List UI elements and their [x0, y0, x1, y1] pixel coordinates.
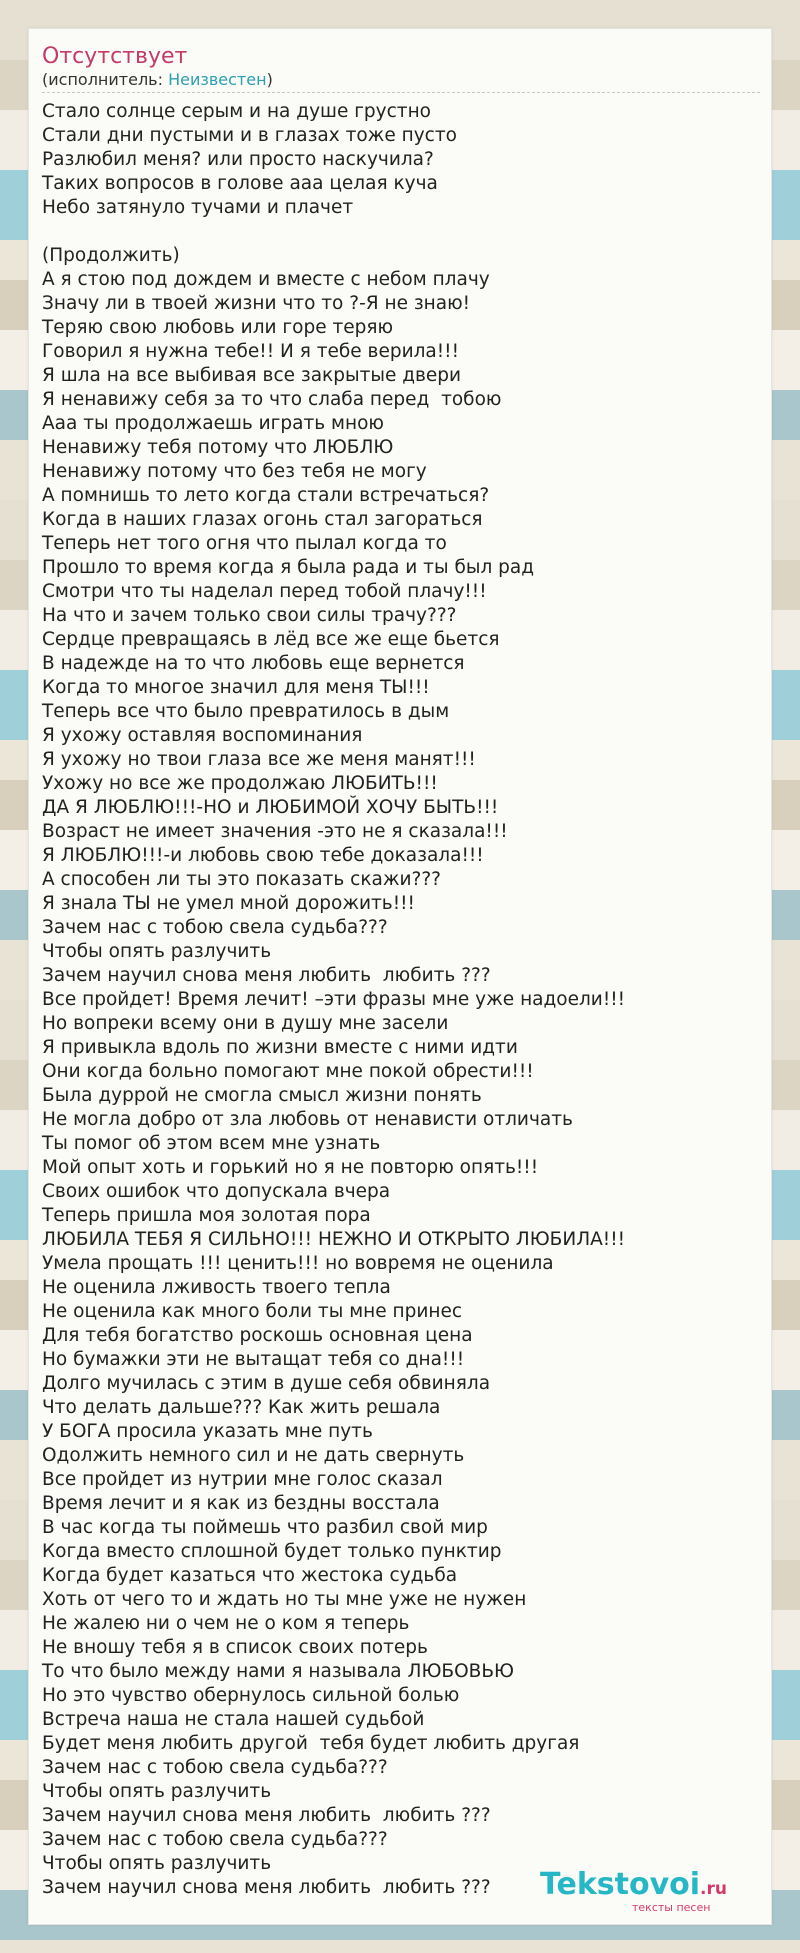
- lyric-line: Ухожу но все же продолжаю ЛЮБИТЬ!!!: [42, 773, 438, 794]
- logo-tagline: тексты песен: [632, 1901, 711, 1914]
- lyric-line: Они когда больно помогают мне покой обрести!!!: [42, 1061, 534, 1082]
- lyric-line: Не оценила как много боли ты мне принес: [42, 1301, 463, 1322]
- lyric-line: Все пройдет! Время лечит! –эти фразы мне уже надоели!!!: [42, 989, 626, 1010]
- lyric-line: Хоть от чего то и ждать но ты мне уже не нужен: [42, 1589, 527, 1610]
- lyric-line: Когда будет казаться что жестока судьба: [42, 1565, 458, 1586]
- artist-line: [42, 70, 760, 93]
- logo-tld: .ru: [700, 1879, 727, 1899]
- lyric-line: Разлюбил меня? или просто наскучила?: [42, 149, 434, 170]
- site-logo[interactable]: [540, 1865, 780, 1925]
- lyric-line: Своих ошибок что допускала вчера: [42, 1181, 391, 1202]
- lyric-line: Сердце превращаясь в лёд все же еще бьется: [42, 629, 500, 650]
- artist-link[interactable]: Неизвестен: [168, 70, 267, 89]
- lyric-line: То что было между нами я называла ЛЮБОВЬЮ: [42, 1661, 515, 1682]
- lyric-line: Возраст не имеет значения -это не я сказала!!!: [42, 821, 508, 842]
- lyric-line: Мой опыт хоть и горький но я не повторю опять!!!: [42, 1157, 539, 1178]
- lyric-line: Будет меня любить другой тебя будет любить другая: [42, 1733, 580, 1754]
- lyric-line: Зачем нас с тобою свела судьба???: [42, 1757, 388, 1778]
- lyric-line: Небо затянуло тучами и плачет: [42, 197, 354, 218]
- lyric-line: Говорил я нужна тебе!! И я тебе верила!!!: [42, 341, 460, 362]
- lyric-line: На что и зачем только свои силы трачу???: [42, 605, 457, 626]
- lyric-line: (Продолжить): [42, 245, 180, 266]
- lyric-line: Ааа ты продолжаешь играть мною: [42, 413, 384, 434]
- lyric-line: Я знала ТЫ не умел мной дорожить!!!: [42, 893, 415, 914]
- lyric-line: Чтобы опять разлучить: [42, 1853, 272, 1874]
- lyric-line: Чтобы опять разлучить: [42, 941, 272, 962]
- lyric-line: Что делать дальше??? Как жить решала: [42, 1397, 441, 1418]
- lyric-line: Долго мучилась с этим в душе себя обвиняла: [42, 1373, 491, 1394]
- lyric-line: Зачем нас с тобою свела судьба???: [42, 1829, 388, 1850]
- lyric-line: Я шла на все выбивая все закрытые двери: [42, 365, 462, 386]
- lyric-line: Стало солнце серым и на душе грустно: [42, 101, 431, 122]
- lyric-line: Но бумажки эти не вытащат тебя со дна!!!: [42, 1349, 465, 1370]
- lyric-line: Чтобы опять разлучить: [42, 1781, 272, 1802]
- lyric-line: Я ЛЮБЛЮ!!!-и любовь свою тебе доказала!!!: [42, 845, 484, 866]
- lyric-line: Все пройдет из нутрии мне голос сказал: [42, 1469, 443, 1490]
- song-title: Отсутствует: [42, 44, 188, 69]
- lyric-line: Стали дни пустыми и в глазах тоже пусто: [42, 125, 457, 146]
- lyric-line: Когда то многое значил для меня ТЫ!!!: [42, 677, 430, 698]
- lyric-line: Была дуррой не смогла смысл жизни понять: [42, 1085, 482, 1106]
- lyric-line: Когда вместо сплошной будет только пунктир: [42, 1541, 502, 1562]
- lyric-line: Одолжить немного сил и не дать свернуть: [42, 1445, 465, 1466]
- lyric-line: Для тебя богатство роскошь основная цена: [42, 1325, 473, 1346]
- lyric-line: Умела прощать !!! ценить!!! но вовремя не оценила: [42, 1253, 554, 1274]
- lyric-line: Я привыкла вдоль по жизни вместе с ними идти: [42, 1037, 518, 1058]
- lyric-line: [42, 220, 625, 244]
- lyric-line: В надежде на то что любовь еще вернется: [42, 653, 465, 674]
- lyric-line: Встреча наша не стала нашей судьбой: [42, 1709, 425, 1730]
- lyric-line: Смотри что ты наделал перед тобой плачу!!!: [42, 581, 487, 602]
- logo-name: Tekstovoi: [540, 1867, 701, 1902]
- lyric-line: Зачем нас с тобою свела судьба???: [42, 917, 388, 938]
- lyric-line: Я ухожу но твои глаза все же меня манят!!!: [42, 749, 476, 770]
- lyric-line: Теперь пришла моя золотая пора: [42, 1205, 371, 1226]
- lyric-line: Таких вопросов в голове ааа целая куча: [42, 173, 438, 194]
- lyric-line: Значу ли в твоей жизни что то ?-Я не знаю!: [42, 293, 471, 314]
- lyric-line: Зачем научил снова меня любить любить ???: [42, 1877, 491, 1898]
- lyric-line: В час когда ты поймешь что разбил свой мир: [42, 1517, 488, 1538]
- lyric-line: А способен ли ты это показать скажи???: [42, 869, 441, 890]
- lyric-line: А помнишь то лето когда стали встречаться?: [42, 485, 490, 506]
- lyric-line: А я стою под дождем и вместе с небом плачу: [42, 269, 490, 290]
- artist-suffix: ): [266, 70, 273, 89]
- lyric-line: Теперь все что было превратилось в дым: [42, 701, 450, 722]
- lyric-line: Прошло то время когда я была рада и ты был рад: [42, 557, 535, 578]
- lyric-line: Но это чувство обернулось сильной болью: [42, 1685, 460, 1706]
- lyric-line: Не могла добро от зла любовь от ненависти отличать: [42, 1109, 573, 1130]
- lyric-line: ДА Я ЛЮБЛЮ!!!-НО и ЛЮБИМОЙ ХОЧУ БЫТЬ!!!: [42, 797, 499, 818]
- lyric-line: У БОГА просила указать мне путь: [42, 1421, 373, 1442]
- lyric-line: Ненавижу тебя потому что ЛЮБЛЮ: [42, 437, 394, 458]
- lyric-line: Ненавижу потому что без тебя не могу: [42, 461, 427, 482]
- lyric-line: Но вопреки всему они в душу мне засели: [42, 1013, 449, 1034]
- lyric-line: Я ненавижу себя за то что слаба перед тобою: [42, 389, 502, 410]
- lyrics-text: [42, 100, 625, 1900]
- lyric-line: Не жалею ни о чем не о ком я теперь: [42, 1613, 410, 1634]
- lyric-line: Когда в наших глазах огонь стал загораться: [42, 509, 483, 530]
- lyric-line: Я ухожу оставляя воспоминания: [42, 725, 363, 746]
- lyric-line: Теперь нет того огня что пылал когда то: [42, 533, 447, 554]
- lyric-line: Не вношу тебя я в список своих потерь: [42, 1637, 428, 1658]
- lyrics-card: [28, 28, 772, 1925]
- lyric-line: Время лечит и я как из бездны восстала: [42, 1493, 440, 1514]
- lyric-line: Теряю свою любовь или горе теряю: [42, 317, 394, 338]
- lyric-line: Зачем научил снова меня любить любить ???: [42, 965, 491, 986]
- lyric-line: Не оценила лживость твоего тепла: [42, 1277, 391, 1298]
- lyric-line: ЛЮБИЛА ТЕБЯ Я СИЛЬНО!!! НЕЖНО И ОТКРЫТО ЛЮБИЛА!!!: [42, 1229, 626, 1250]
- artist-prefix: (исполнитель:: [42, 70, 169, 89]
- lyric-line: Ты помог об этом всем мне узнать: [42, 1133, 381, 1154]
- lyric-line: Зачем научил снова меня любить любить ???: [42, 1805, 491, 1826]
